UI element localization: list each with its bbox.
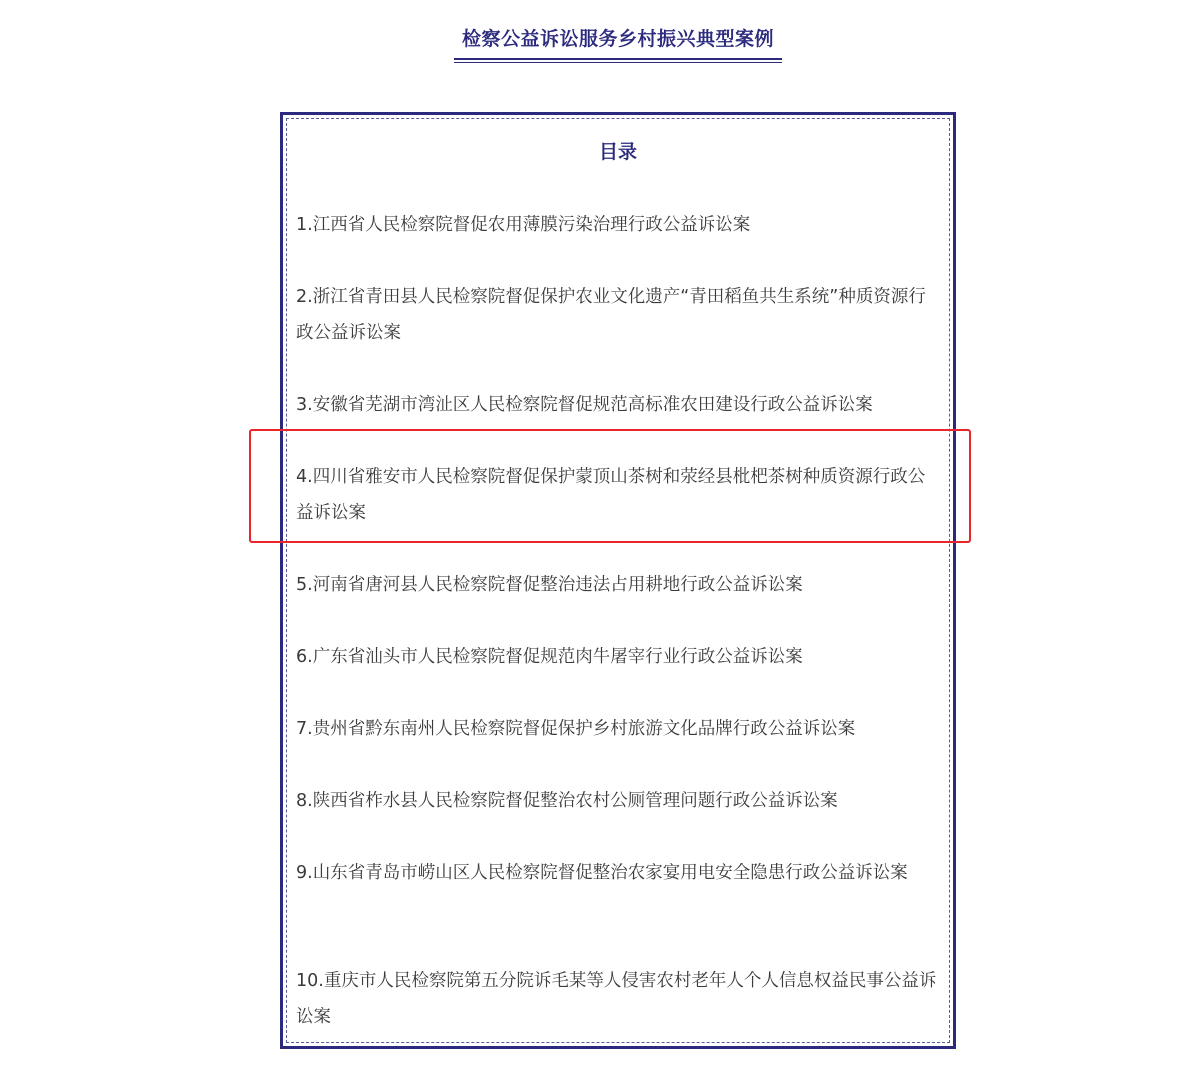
- toc-item-9[interactable]: 9.山东省青岛市崂山区人民检察院督促整治农家宴用电安全隐患行政公益诉讼案: [296, 863, 908, 883]
- toc-item-3[interactable]: 3.安徽省芜湖市湾沚区人民检察院督促规范高标准农田建设行政公益诉讼案: [296, 395, 873, 415]
- toc-item-2[interactable]: 2.浙江省青田县人民检察院督促保护农业文化遗产“青田稻鱼共生系统”种质资源行政公益诉讼案: [296, 287, 926, 343]
- table-of-contents-box: [280, 112, 956, 1049]
- highlight-annotation-box: [249, 429, 971, 543]
- title-underline: [454, 58, 782, 60]
- toc-item-7[interactable]: 7.贵州省黔东南州人民检察院督促保护乡村旅游文化品牌行政公益诉讼案: [296, 719, 856, 739]
- toc-item-4[interactable]: 4.四川省雅安市人民检察院督促保护蒙顶山茶树和荥经县枇杷茶树种质资源行政公益诉讼案: [296, 467, 926, 523]
- toc-heading: 目录: [598, 141, 637, 163]
- toc-item-5[interactable]: 5.河南省唐河县人民检察院督促整治违法占用耕地行政公益诉讼案: [296, 575, 803, 595]
- toc-item-8[interactable]: 8.陕西省柞水县人民检察院督促整治农村公厕管理问题行政公益诉讼案: [296, 791, 838, 811]
- toc-item-6[interactable]: 6.广东省汕头市人民检察院督促规范肉牛屠宰行业行政公益诉讼案: [296, 647, 803, 667]
- page-title: 检察公益诉讼服务乡村振兴典型案例: [461, 28, 774, 50]
- toc-item-1[interactable]: 1.江西省人民检察院督促农用薄膜污染治理行政公益诉讼案: [296, 215, 751, 235]
- toc-item-10[interactable]: 10.重庆市人民检察院第五分院诉毛某等人侵害农村老年人个人信息权益民事公益诉讼案: [296, 971, 937, 1027]
- title-underline-thin: [454, 62, 782, 63]
